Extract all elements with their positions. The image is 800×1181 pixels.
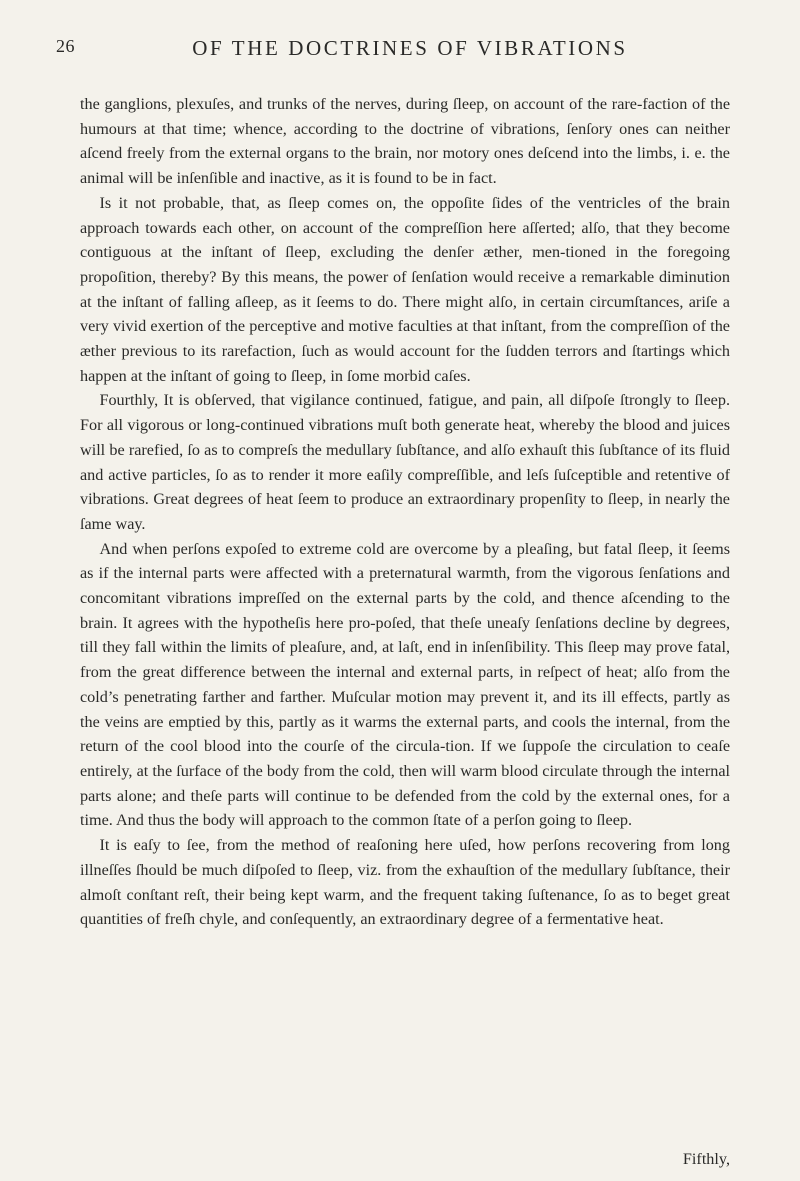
paragraph: And when perſons expoſed to extreme cold are overcome by a pleaſing, but fatal ſleep, it ſeems as if the internal parts were affected with a preternatural warmth, from the vigorous ſenſations and concomitant vibrations impreſſed on the external parts by the cold, and thence aſcending to the brain. It agrees with the hypotheſis here pro-poſed, that theſe uneaſy ſenſations decline by degrees, till they fall within the limits of pleaſure, and, at laſt, end in inſenſibility. This ſleep may prove fatal, from the great difference between the internal and external parts, in reſpect of heat; alſo from the cold’s penetrating farther and farther. Muſcular motion may prevent it, and its ill effects, partly as the veins are emptied by this, partly as it warms the external parts, and cools the internal, from the return of the cool blood into the courſe of the circula-tion. If we ſuppoſe the circulation to ceaſe entirely, at the ſurface of the body from the cold, then will warm blood circulate through the internal parts alone; and theſe parts will continue to be defended from the cold by the external ones, for a time. And thus the body will approach to the common ſtate of a perſon going to ſleep.: [80, 539, 730, 830]
paragraph: Is it not probable, that, as ſleep comes on, the oppoſite ſides of the ventricles of the brain approach towards each other, on account of the compreſſion here aſſerted; alſo, that they become contiguous at the inſtant of ſleep, excluding the denſer æther, men-tioned in the foregoing propoſition, thereby? By this means, the power of ſenſation would receive a remarkable diminution at the inſtant of falling aſleep, as it ſeems to do. There might alſo, in certain circumſtances, ariſe a very vivid exertion of the perceptive and motive faculties at that inſtant, from the compreſſion of the æther previous to its rarefaction, ſuch as would account for the ſudden terrors and ſtartings which happen at the inſtant of going to ſleep, in ſome morbid caſes.: [80, 193, 730, 385]
paragraph: It is eaſy to ſee, from the method of reaſoning here uſed, how perſons recovering from long illneſſes ſhould be much diſpoſed to ſleep, viz. from the exhauſtion of the medullary ſubſtance, their almoſt conſtant reſt, their being kept warm, and the frequent taking ſuſtenance, ſo as to beget great quantities of freſh chyle, and conſequently, an extraordinary degree of a fermentative heat.: [80, 836, 730, 929]
paragraph: Fourthly, It is obſerved, that vigilance continued, fatigue, and pain, all diſpoſe ſtrongly to ſleep. For all vigorous or long-continued vibrations muſt both generate heat, whereby the blood and juices will be rarefied, ſo as to compreſs the medullary ſubſtance, and alſo exhauſt this ſubſtance of its fluid and active particles, ſo as to render it more eaſily compreſſible, and leſs ſuſceptible and retentive of vibrations. Great degrees of heat ſeem to produce an extraordinary propenſity to ſleep, in nearly the ſame way.: [80, 391, 730, 533]
running-head: OF THE DOCTRINES OF VIBRATIONS: [192, 36, 628, 60]
catchword: Fifthly,: [682, 1150, 730, 1168]
paragraph-continuation: the ganglions, plexuſes, and trunks of the nerves, during ſleep, on account of the rare-faction of the humours at that time; whence, according to the doctrine of vibrations, ſenſory ones can neither aſcend freely from the external organs to the brain, nor motory ones deſcend into the limbs, i. e. the animal will be inſenſible and inactive, as it is found to be in fact.: [80, 95, 730, 188]
page-number: 26: [56, 36, 75, 56]
page-header: [56, 36, 744, 76]
body-text: [80, 92, 730, 932]
